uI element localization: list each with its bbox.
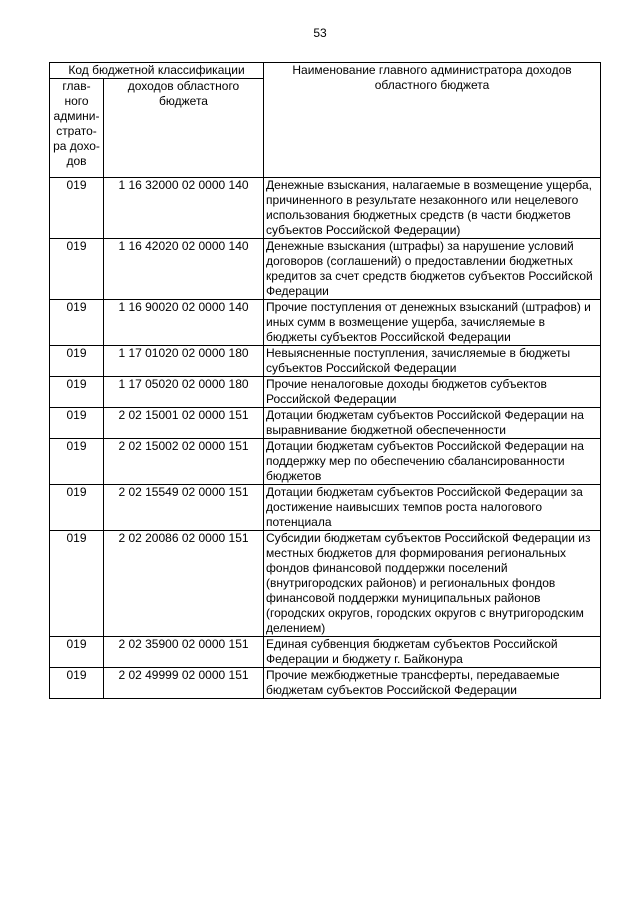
income-name-cell: Единая субвенция бюджетам субъектов Российской Федерации и бюджету г. Байконура bbox=[264, 637, 601, 668]
administrator-code-cell: 019 bbox=[50, 377, 104, 408]
income-code-cell: 1 16 90020 02 0000 140 bbox=[104, 300, 264, 346]
table-row bbox=[50, 485, 601, 531]
budget-classification-table bbox=[49, 62, 601, 699]
income-name-cell: Прочие неналоговые доходы бюджетов субъектов Российской Федерации bbox=[264, 377, 601, 408]
administrator-code-cell: 019 bbox=[50, 439, 104, 485]
income-code-cell: 2 02 15001 02 0000 151 bbox=[104, 408, 264, 439]
page-number: 53 bbox=[313, 26, 327, 40]
table-row bbox=[50, 439, 601, 485]
income-name-cell: Дотации бюджетам субъектов Российской Федерации за достижение наивысших темпов роста налогового потенциала bbox=[264, 485, 601, 531]
income-code-cell: 2 02 15002 02 0000 151 bbox=[104, 439, 264, 485]
header-regional-income: доходов областного бюджета bbox=[104, 79, 264, 178]
income-code-cell: 2 02 35900 02 0000 151 bbox=[104, 637, 264, 668]
income-name-cell: Денежные взыскания (штрафы) за нарушение условий договоров (соглашений) о предоставлении бюджетных кредитов за счет средств бюджетов субъектов Российской Федерации bbox=[264, 239, 601, 300]
income-code-cell: 2 02 20086 02 0000 151 bbox=[104, 531, 264, 637]
administrator-code-cell: 019 bbox=[50, 485, 104, 531]
income-name-cell: Денежные взыскания, налагаемые в возмещение ущерба, причиненного в результате незаконного или нецелевого использования бюджетных средств (в части бюджетов субъектов Российской Федерации) bbox=[264, 178, 601, 239]
table-row bbox=[50, 668, 601, 699]
table-row bbox=[50, 408, 601, 439]
income-code-cell: 1 16 32000 02 0000 140 bbox=[104, 178, 264, 239]
table-row bbox=[50, 178, 601, 239]
administrator-code-cell: 019 bbox=[50, 531, 104, 637]
administrator-code-cell: 019 bbox=[50, 346, 104, 377]
header-main-administrator: глав-ного админи-страто-ра дохо-дов bbox=[50, 79, 104, 178]
administrator-code-cell: 019 bbox=[50, 668, 104, 699]
table-row bbox=[50, 531, 601, 637]
administrator-code-cell: 019 bbox=[50, 178, 104, 239]
administrator-code-cell: 019 bbox=[50, 300, 104, 346]
income-name-cell: Невыясненные поступления, зачисляемые в бюджеты субъектов Российской Федерации bbox=[264, 346, 601, 377]
header-budget-classification-code: Код бюджетной классификации bbox=[50, 63, 264, 79]
table-row bbox=[50, 377, 601, 408]
administrator-code-cell: 019 bbox=[50, 239, 104, 300]
table-row bbox=[50, 346, 601, 377]
income-code-cell: 2 02 49999 02 0000 151 bbox=[104, 668, 264, 699]
header-administrator-name: Наименование главного администратора доходов областного бюджета bbox=[264, 63, 601, 178]
table-row bbox=[50, 239, 601, 300]
administrator-code-cell: 019 bbox=[50, 637, 104, 668]
income-name-cell: Прочие межбюджетные трансферты, передаваемые бюджетам субъектов Российской Федерации bbox=[264, 668, 601, 699]
table-row bbox=[50, 637, 601, 668]
header-row-group bbox=[50, 63, 601, 79]
table-body bbox=[50, 178, 601, 699]
income-name-cell: Дотации бюджетам субъектов Российской Федерации на поддержку мер по обеспечению сбалансированности бюджетов bbox=[264, 439, 601, 485]
administrator-code-cell: 019 bbox=[50, 408, 104, 439]
table-row bbox=[50, 300, 601, 346]
income-name-cell: Дотации бюджетам субъектов Российской Федерации на выравнивание бюджетной обеспеченности bbox=[264, 408, 601, 439]
income-code-cell: 2 02 15549 02 0000 151 bbox=[104, 485, 264, 531]
income-name-cell: Прочие поступления от денежных взысканий (штрафов) и иных сумм в возмещение ущерба, зачисляемые в бюджеты субъектов Российской Федерации bbox=[264, 300, 601, 346]
income-name-cell: Субсидии бюджетам субъектов Российской Федерации из местных бюджетов для формирования региональных фондов финансовой поддержки поселений (внутригородских районов) и региональных фондов финансовой поддержки муниципальных районов (городских округов, городских округов с внутригородским делением) bbox=[264, 531, 601, 637]
income-code-cell: 1 17 05020 02 0000 180 bbox=[104, 377, 264, 408]
income-code-cell: 1 16 42020 02 0000 140 bbox=[104, 239, 264, 300]
income-code-cell: 1 17 01020 02 0000 180 bbox=[104, 346, 264, 377]
